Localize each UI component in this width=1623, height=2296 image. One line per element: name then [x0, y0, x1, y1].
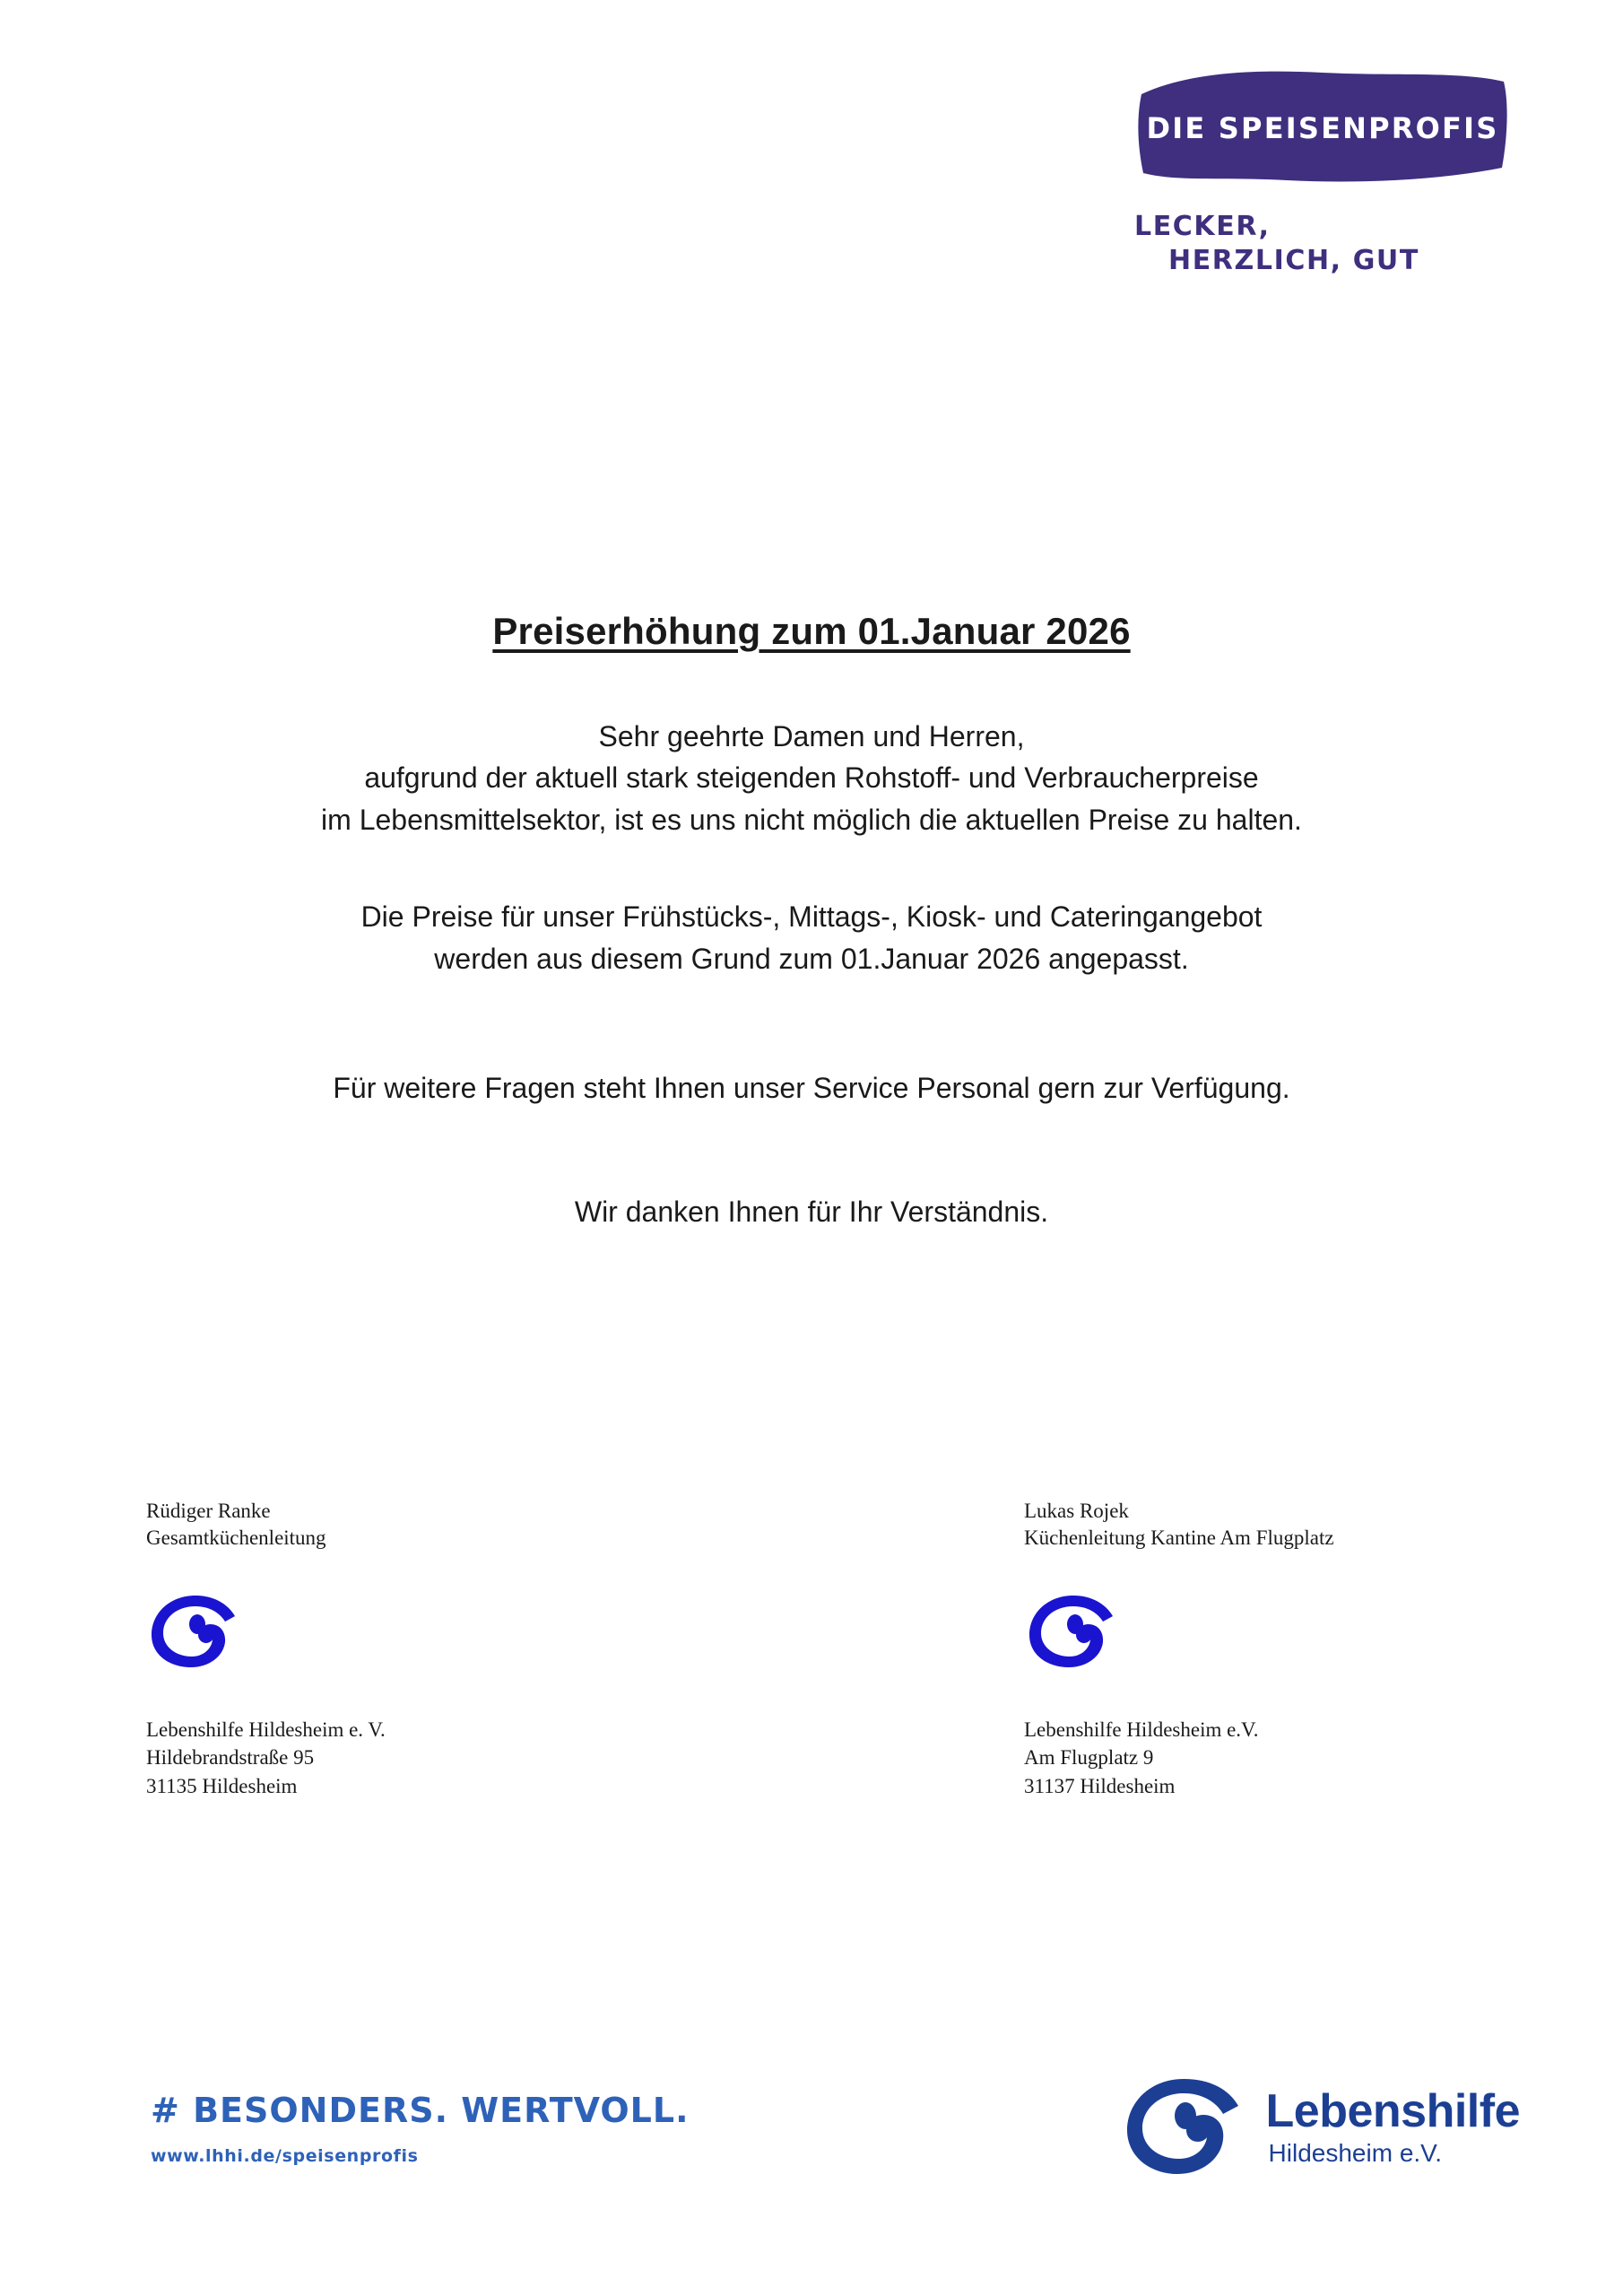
signer-address — [1024, 1716, 1334, 1801]
letter-line-1: Sehr geehrte Damen und Herren, — [598, 720, 1025, 752]
footer-url[interactable]: www.lhhi.de/speisenprofis — [151, 2146, 419, 2166]
footer-slogan: # BESONDERS. WERTVOLL. — [151, 2091, 690, 2130]
signature-area — [0, 1498, 1623, 1857]
signer-name: Lukas Rojek — [1024, 1500, 1129, 1522]
address-street: Am Flugplatz 9 — [1024, 1746, 1154, 1770]
badge-label: DIE SPEISENPROFIS — [1146, 110, 1499, 145]
address-city: 31135 Hildesheim — [146, 1775, 298, 1798]
footer-campaign — [151, 2091, 690, 2166]
signature-block-right — [1024, 1498, 1334, 1801]
address-city: 31137 Hildesheim — [1024, 1775, 1176, 1798]
signer-name: Rüdiger Ranke — [146, 1500, 271, 1522]
signer-address — [146, 1716, 386, 1801]
brand-header — [1134, 67, 1520, 279]
footer-logo — [1121, 2074, 1520, 2179]
signer-role: Gesamtküchenleitung — [146, 1526, 326, 1550]
page-title: Preiserhöhung zum 01.Januar 2026 — [492, 610, 1131, 652]
address-org: Lebenshilfe Hildesheim e. V. — [146, 1718, 386, 1741]
lebenshilfe-logo-icon — [1121, 2074, 1246, 2179]
letter-body — [0, 610, 1623, 1233]
letter-line-6: Für weitere Fragen steht Ihnen unser Service Personal gern zur Verfügung. — [333, 1071, 1290, 1104]
address-street: Hildebrandstraße 95 — [146, 1746, 315, 1770]
brand-badge — [1134, 67, 1511, 188]
signer-role: Küchenleitung Kantine Am Flugplatz — [1024, 1526, 1334, 1550]
lebenshilfe-swirl-icon — [1024, 1590, 1334, 1673]
letter-line-2: aufgrund der aktuell stark steigenden Rohstoff- und Verbraucherpreise — [364, 761, 1259, 795]
letter-line-3: im Lebensmittelsektor, ist es uns nicht möglich die aktuellen Preise zu halten. — [321, 803, 1302, 836]
signature-block-left — [146, 1498, 386, 1801]
address-org: Lebenshilfe Hildesheim e.V. — [1024, 1718, 1259, 1741]
lebenshilfe-swirl-icon — [146, 1590, 386, 1673]
brand-tagline-line1: LECKER, — [1134, 211, 1271, 242]
footer-logo-wordmark — [1266, 2087, 1520, 2166]
footer-logo-name: Lebenshilfe — [1265, 2085, 1520, 2137]
letter-line-7: Wir danken Ihnen für Ihr Verständnis. — [574, 1196, 1049, 1229]
brand-tagline-line2: HERZLICH, GUT — [1168, 245, 1419, 277]
letter-line-5: werden aus diesem Grund zum 01.Januar 2026 angepasst. — [434, 942, 1189, 975]
footer-logo-sub: Hildesheim e.V. — [1268, 2138, 1443, 2167]
brand-tagline — [1134, 210, 1520, 279]
letter-line-4: Die Preise für unser Frühstücks-, Mittags-, Kiosk- und Cateringangebot — [360, 900, 1263, 934]
